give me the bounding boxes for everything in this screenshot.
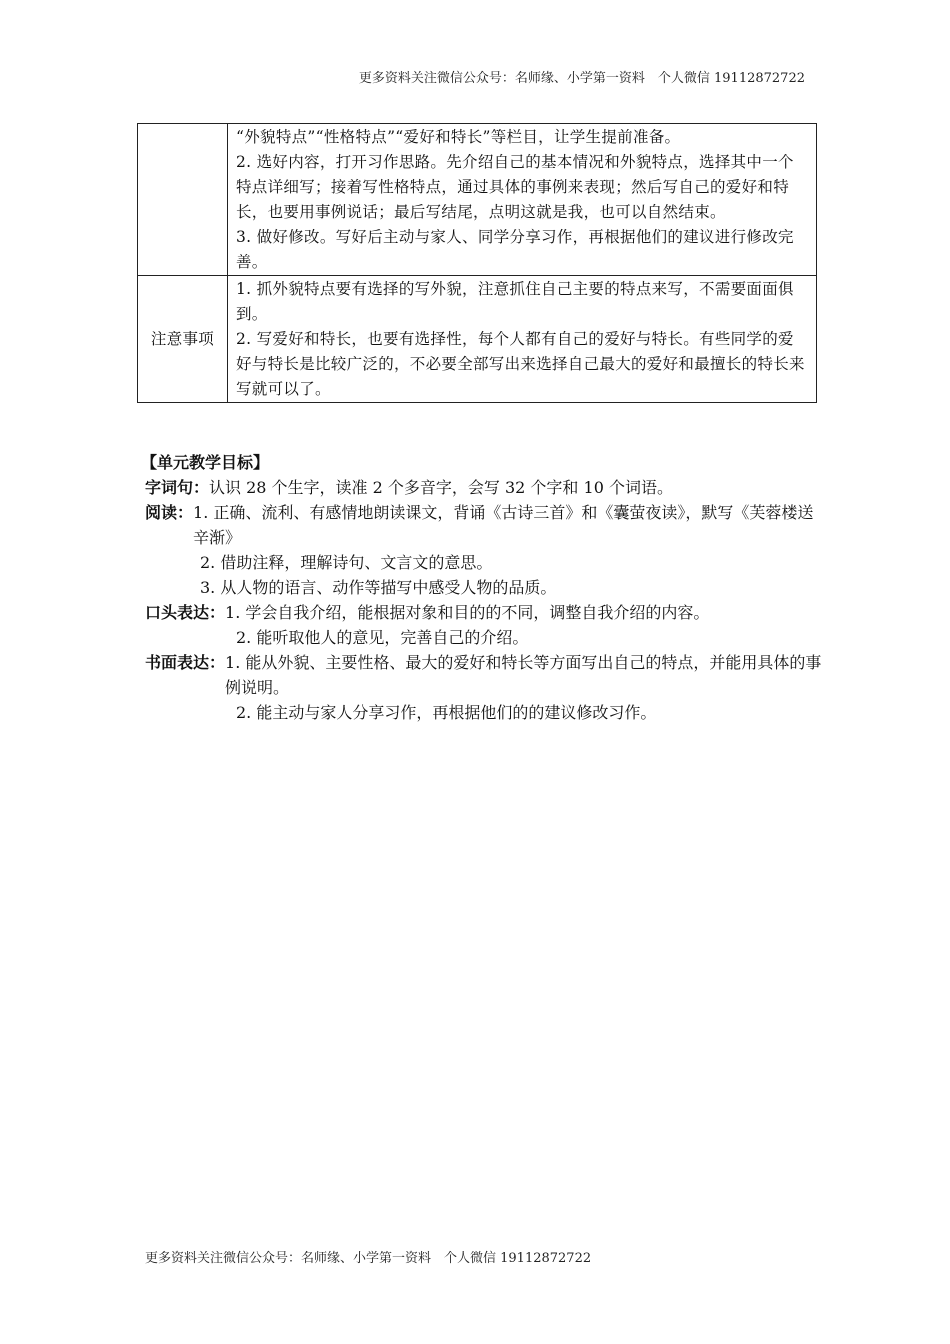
unit-goals [141, 450, 825, 725]
paragraph: 2. 写爱好和特长，也要有选择性，每个人都有自己的爱好与特长。有些同学的爱好与特长是比较广泛的，不必要全部写出来选择自己最大的爱好和最擅长的特长来写就可以了。 [236, 330, 805, 398]
table-row [138, 276, 817, 403]
paragraph: 3. 做好修改。写好后主动与家人、同学分享习作，再根据他们的建议进行修改完善。 [236, 228, 794, 271]
goal-item: 2. 借助注释，理解诗句、文言文的意思。 [200, 553, 493, 572]
footer-note: 更多资料关注微信公众号：名师缘、小学第一资料 个人微信 19112872722 [145, 1251, 592, 1266]
goal-item: 2. 能主动与家人分享习作，再根据他们的的建议修改习作。 [236, 703, 657, 722]
goal-text: 认识 28 个生字，读准 2 个多音字，会写 32 个字和 10 个词语。 [209, 478, 673, 497]
goal-item: 3. 从人物的语言、动作等描写中感受人物的品质。 [200, 578, 557, 597]
section-heading: 【单元教学目标】 [141, 453, 270, 472]
paragraph: 1. 抓外貌特点要有选择的写外貌，注意抓住自己主要的特点来写，不需要面面俱到。 [236, 280, 794, 323]
row-content [228, 124, 817, 276]
goal-reading [145, 500, 825, 600]
goal-item: 1. 学会自我介绍，能根据对象和目的的不同，调整自我介绍的内容。 [225, 603, 710, 622]
paragraph: 2. 选好内容，打开习作思路。先介绍自己的基本情况和外貌特点，选择其中一个特点详细写；接着写性格特点，通过具体的事例来表现；然后写自己的爱好和特长，也要用事例说话；最后写结尾，点明这就是我，也可以自然结束。 [236, 153, 794, 221]
row-label [138, 124, 228, 276]
goal-label: 口头表达： [145, 603, 226, 622]
table-row [138, 124, 817, 276]
lesson-plan-table [137, 123, 817, 403]
goal-item: 1. 能从外貌、主要性格、最大的爱好和特长等方面写出自己的特点，并能用具体的事例说明。 [225, 653, 822, 697]
row-label-notes: 注意事项 [138, 276, 228, 403]
goal-label: 阅读： [145, 503, 194, 522]
goal-written [145, 650, 825, 725]
goal-label: 书面表达： [145, 653, 226, 672]
paragraph: “外貌特点”“性格特点”“爱好和特长”等栏目，让学生提前准备。 [236, 128, 681, 146]
goal-label: 字词句： [145, 478, 210, 497]
row-content [228, 276, 817, 403]
goal-oral [145, 600, 825, 650]
goal-item: 2. 能听取他人的意见，完善自己的介绍。 [236, 628, 529, 647]
goal-zici [145, 475, 825, 500]
goal-item: 1. 正确、流利、有感情地朗读课文，背诵《古诗三首》和《囊萤夜读》，默写《芙蓉楼送辛渐》 [193, 503, 814, 547]
header-note: 更多资料关注微信公众号：名师缘、小学第一资料 个人微信 19112872722 [358, 71, 805, 86]
